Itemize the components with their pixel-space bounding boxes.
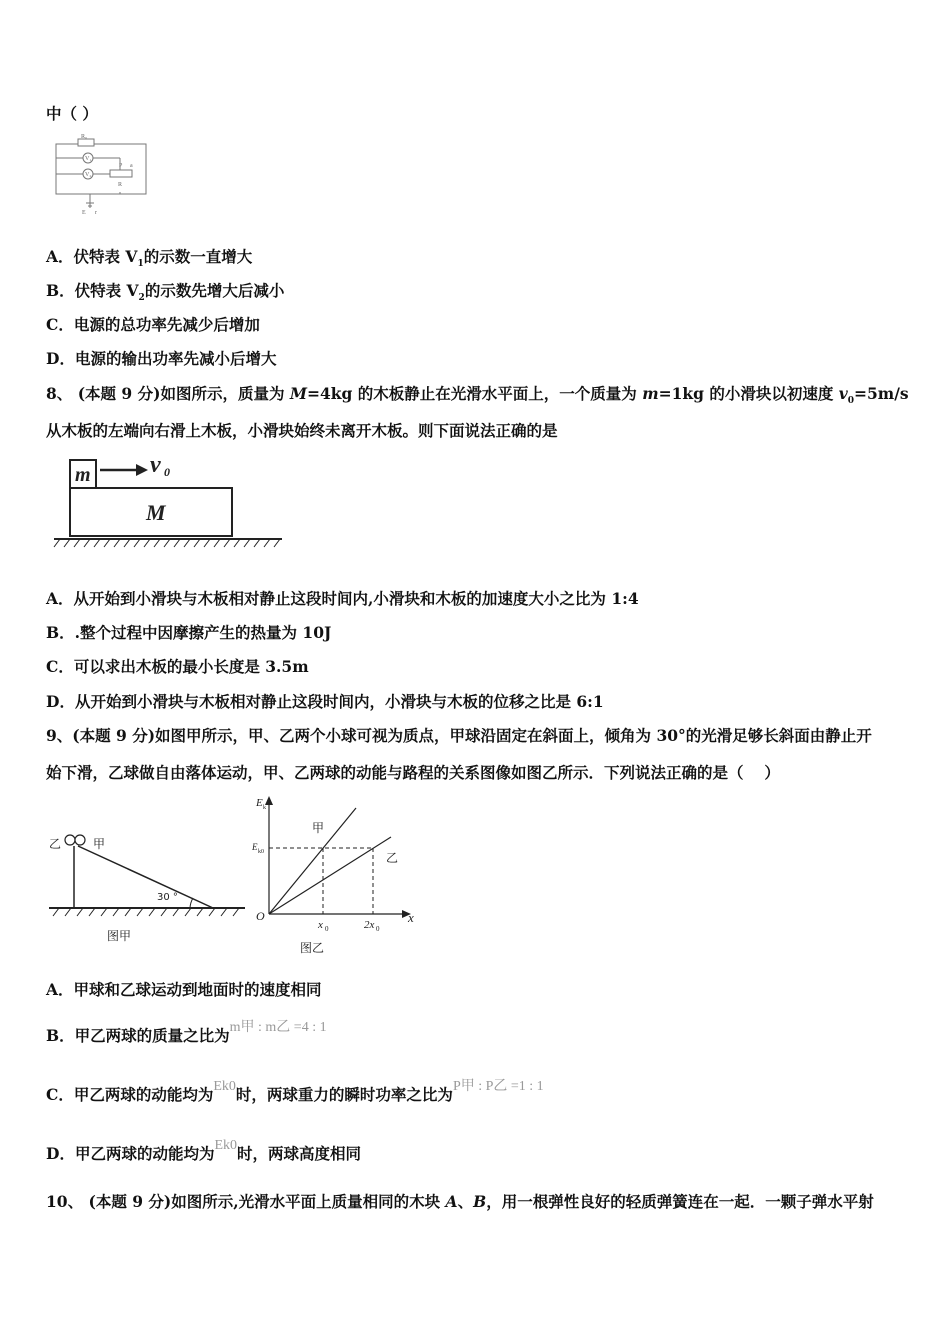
q8-option-b: B．.整个过程中因摩擦产生的热量为 10J bbox=[46, 623, 332, 642]
label-v2: V₂ bbox=[85, 172, 92, 178]
q9-stem-line1: 9、(本题 9 分)如图甲所示，甲、乙两个小球可视为质点，甲球沿固定在斜面上，倾角为 30°的光滑足够长斜面由静止开 bbox=[46, 726, 872, 745]
label-p: P bbox=[119, 163, 123, 169]
label-ball-yi: 乙 bbox=[49, 837, 62, 851]
q7-option-c: C．电源的总功率先减少后增加 bbox=[46, 315, 260, 334]
q8-option-d: D．从开始到小滑块与木板相对静止这段时间内，小滑块与木板的位移之比是 6:1 bbox=[46, 692, 604, 711]
q7-option-d: D．电源的输出功率先减小后增大 bbox=[46, 349, 277, 368]
label-a: a bbox=[130, 163, 133, 169]
q8-stem-line2: 从木板的左端向右滑上木板，小滑块始终未离开木板。则下面说法正确的是 bbox=[46, 421, 558, 440]
label-v1: V₁ bbox=[85, 156, 92, 162]
label-r-internal: r bbox=[95, 210, 97, 216]
label-r0: R₀ bbox=[81, 134, 88, 140]
label-M: M bbox=[146, 500, 166, 525]
axis-x: x bbox=[408, 910, 414, 925]
formula-ek0-d: Ek0 bbox=[214, 1138, 238, 1153]
q8-stem-line1: 8、 (本题 9 分)如图所示，质量为 M=4kg 的木板静止在光滑水平面上，一个质量为 m=1kg 的小滑块以初速度 $v_0=5m/s$ bbox=[46, 384, 909, 407]
formula-mass-ratio: m甲 : m乙 =4 : 1 bbox=[229, 1020, 327, 1035]
label-v-sub: 0 bbox=[164, 465, 170, 479]
incline-figure bbox=[45, 830, 250, 945]
caption-yi: 图乙 bbox=[300, 941, 325, 955]
label-r: R bbox=[118, 182, 123, 188]
formula-power-ratio: P甲 : P乙 =1 : 1 bbox=[452, 1079, 544, 1094]
label-m: m bbox=[75, 464, 91, 486]
label-ek0-sub: k0 bbox=[258, 849, 264, 855]
circuit-diagram bbox=[50, 130, 150, 216]
caption-jia: 图甲 bbox=[107, 929, 132, 943]
q9-stem-line2: 始下滑，乙球做自由落体运动，甲、乙两球的动能与路程的关系图像如图乙所示．下列说法正确的是（ ） bbox=[46, 763, 780, 782]
axis-ek: E bbox=[256, 797, 263, 809]
label-ek0: E bbox=[252, 842, 258, 852]
label-v: v bbox=[150, 452, 161, 478]
axis-ek-sub: k bbox=[263, 805, 266, 811]
q7-option-a: A．伏特表 $V_1$的示数一直增大 bbox=[46, 247, 253, 270]
q9-option-a: A．甲球和乙球运动到地面时的速度相同 bbox=[46, 980, 322, 999]
q7-tail: 中（ ） bbox=[46, 104, 98, 123]
q10-stem: 10、 (本题 9 分)如图所示,光滑水平面上质量相同的木块 A、B，用一根弹性良好的轻质弹簧连在一起．一颗子弹水平射 bbox=[46, 1192, 874, 1211]
q9-option-d: D．甲乙两球的动能均为Ek0时，两球高度相同 bbox=[46, 1138, 362, 1163]
q7-option-b: B．伏特表 $V_2$的示数先增大后减小 bbox=[46, 281, 285, 304]
q8-option-c: C．可以求出木板的最小长度是 3.5m bbox=[46, 657, 309, 676]
label-ball-jia: 甲 bbox=[93, 837, 106, 851]
label-angle: 30 ° bbox=[157, 892, 178, 903]
q8-option-a: A．从开始到小滑块与木板相对静止这段时间内,小滑块和木板的加速度大小之比为 1:4 bbox=[46, 589, 639, 608]
q9-option-c: C．甲乙两球的动能均为Ek0时，两球重力的瞬时功率之比为P甲 : P乙 =1 : 1 bbox=[46, 1079, 544, 1104]
block-board-figure bbox=[50, 450, 290, 550]
label-2x0-sub: 0 bbox=[376, 925, 380, 933]
line-label-yi: 乙 bbox=[386, 851, 399, 865]
label-x0-sub: 0 bbox=[325, 925, 329, 933]
formula-ek0-c: Ek0 bbox=[213, 1079, 236, 1094]
origin: O bbox=[256, 909, 265, 923]
label-2x0: 2x bbox=[364, 919, 375, 931]
label-x0: x bbox=[318, 919, 323, 931]
ek-graph bbox=[252, 790, 422, 958]
label-e: E bbox=[82, 210, 86, 216]
line-label-jia: 甲 bbox=[312, 821, 325, 835]
q9-option-b: B．甲乙两球的质量之比为m甲 : m乙 =4 : 1 bbox=[46, 1020, 327, 1045]
